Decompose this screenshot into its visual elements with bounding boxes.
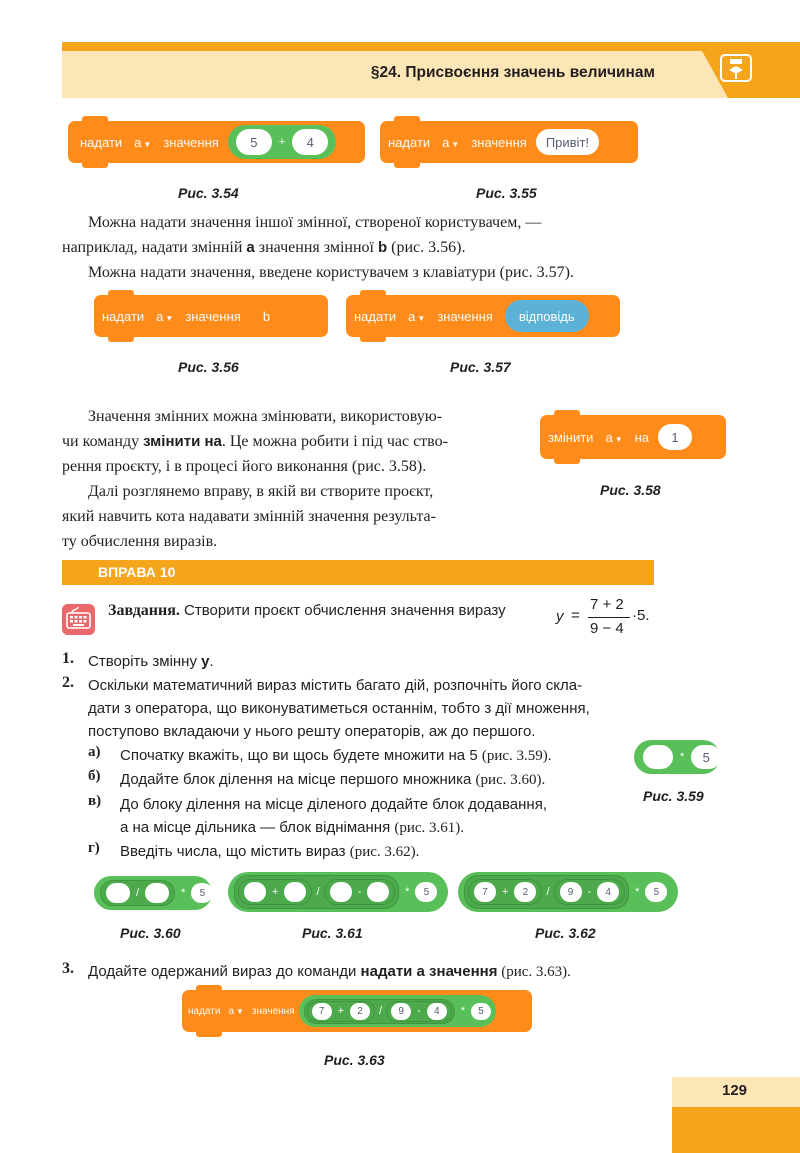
step-number: 2. — [62, 674, 74, 691]
substep-text: Спочатку вкажіть, що ви щось будете множити на 5 (рис. 3.59). — [120, 747, 552, 764]
operator-sign: / — [546, 886, 550, 898]
block-label: значення — [437, 308, 493, 324]
substep-text: Введіть числа, що містить вираз (рис. 3.62). — [120, 843, 420, 860]
fraction-bar — [588, 617, 630, 618]
number-input: 7 — [474, 882, 496, 902]
number-input: 4 — [597, 882, 619, 902]
paragraph: Значення змінних можна змінювати, використовую- — [88, 408, 443, 425]
text-input: Привіт! — [536, 129, 599, 155]
step-text: Додайте одержаний вираз до команди надати а значення (рис. 3.63). — [88, 963, 571, 980]
figure-caption: Рис. 3.63 — [324, 1052, 385, 1068]
variable-dropdown: а ▼ — [228, 1005, 244, 1017]
number-input: 9 — [391, 1003, 411, 1020]
block-label: надати — [188, 1005, 221, 1017]
paragraph: чи команду змінити на. Це можна робити і під час ство- — [62, 433, 448, 450]
step-number: 1. — [62, 650, 74, 667]
block-label: значення — [185, 308, 241, 324]
block-label: надати — [102, 308, 145, 324]
substep-letter: а) — [88, 744, 101, 760]
empty-slot — [106, 883, 130, 903]
number-input: 5 — [236, 129, 272, 155]
subtract-operator-block — [386, 1001, 452, 1022]
keyboard-icon — [62, 604, 95, 635]
section-title: §24. Присвоєння значень величинам — [370, 64, 655, 81]
divide-operator-block — [100, 880, 175, 906]
substep-text: а на місце дільника — блок віднімання (рис. 3.61). — [120, 819, 465, 836]
operator-sign: * — [635, 886, 640, 898]
operator-sign: + — [337, 1005, 345, 1017]
number-input: 5 — [191, 883, 213, 903]
paragraph: Можна надати значення, введене користувачем з клавіатури (рис. 3.57). — [88, 264, 574, 281]
nested-expression-block — [228, 872, 448, 912]
math-eq: = — [571, 607, 580, 624]
nested-expression-block — [299, 995, 496, 1027]
header-top-line — [62, 42, 800, 51]
divide-operator-block — [464, 875, 629, 909]
block-label: надати — [80, 134, 123, 150]
set-variable-block — [68, 121, 365, 163]
number-input: 5 — [471, 1003, 491, 1020]
operator-sign: * — [405, 886, 410, 898]
answer-reporter: відповідь — [505, 300, 589, 332]
operator-sign: / — [136, 887, 140, 899]
number-input: 4 — [427, 1003, 447, 1020]
step-text: Створіть змінну у. — [88, 653, 214, 670]
page-number: 129 — [722, 1082, 748, 1099]
number-input: 2 — [514, 882, 536, 902]
paragraph: рення проєкту, і в процесі його виконання (рис. 3.58). — [62, 458, 427, 475]
figure-caption: Рис. 3.56 — [178, 359, 239, 375]
substep-letter: г) — [88, 840, 100, 856]
figure-caption: Рис. 3.60 — [120, 925, 181, 941]
number-input: 7 — [312, 1003, 332, 1020]
block-label: надати — [388, 134, 431, 150]
block-label: значення — [471, 134, 527, 150]
subtract-operator-block — [554, 879, 626, 905]
operator-sign: / — [316, 886, 320, 898]
operator-sign: * — [680, 751, 685, 763]
add-operator-block — [307, 1001, 375, 1022]
math-y: y — [556, 608, 564, 625]
task-statement: Завдання. Створити проєкт обчислення значення виразу — [108, 602, 506, 619]
figure-caption: Рис. 3.61 — [302, 925, 363, 941]
math-tail: ·5. — [632, 607, 650, 624]
operator-sign: / — [379, 1005, 383, 1017]
figure-caption: Рис. 3.54 — [178, 185, 239, 201]
operator-sign: + — [278, 136, 286, 148]
number-input: 5 — [645, 882, 667, 902]
empty-slot — [145, 883, 169, 903]
variable-reporter: b — [262, 308, 271, 324]
substep-text: Додайте блок ділення на місце першого множника (рис. 3.60). — [120, 771, 546, 788]
variable-dropdown: а ▼ — [408, 308, 426, 324]
step-number: 3. — [62, 960, 74, 977]
number-input: 2 — [350, 1003, 370, 1020]
number-input: 5 — [415, 882, 437, 902]
figure-caption: Рис. 3.55 — [476, 185, 537, 201]
number-input: 4 — [292, 129, 328, 155]
add-operator-block — [468, 879, 542, 905]
block-label: значення — [251, 1005, 295, 1017]
figure-caption: Рис. 3.58 — [600, 482, 661, 498]
block-label: надати — [354, 308, 397, 324]
set-variable-block — [94, 295, 328, 337]
exercise-title: ВПРАВА 10 — [98, 564, 176, 580]
divide-multiply-block — [94, 876, 212, 910]
operator-sign: - — [587, 886, 592, 898]
empty-slot — [244, 882, 266, 902]
substep-text: До блоку ділення на місце діленого додайте блок додавання, — [120, 796, 548, 813]
divide-operator-block — [304, 999, 455, 1024]
variable-dropdown: а ▼ — [442, 134, 460, 150]
empty-slot — [330, 882, 352, 902]
figure-caption: Рис. 3.59 — [643, 788, 704, 804]
block-label: змінити — [548, 429, 594, 445]
multiply-operator-block — [634, 740, 720, 774]
number-input: 5 — [691, 745, 721, 769]
set-variable-block — [346, 295, 620, 337]
fraction-denominator: 9 − 4 — [590, 620, 624, 637]
operator-sign: + — [272, 886, 279, 898]
operator-sign: - — [357, 886, 362, 898]
number-input: 1 — [658, 424, 692, 450]
paragraph: наприклад, надати змінній а значення змінної b (рис. 3.56). — [62, 239, 466, 256]
substep-letter: б) — [88, 768, 101, 784]
operator-sign: * — [460, 1005, 466, 1017]
paragraph: ту обчислення виразів. — [62, 533, 218, 550]
number-input: 9 — [560, 882, 582, 902]
variable-dropdown: а ▼ — [134, 134, 152, 150]
add-operator-block — [238, 879, 312, 905]
operator-sign: - — [417, 1005, 421, 1017]
operator-sign: * — [181, 887, 186, 899]
paragraph: Далі розглянемо вправу, в якій ви створите проєкт, — [88, 483, 434, 500]
step-text: поступово вкладаючи у нього решту операторів, аж до першого. — [88, 723, 536, 740]
subtract-operator-block — [324, 879, 396, 905]
empty-slot — [643, 745, 673, 769]
block-label: на — [634, 429, 650, 445]
flowchart-icon — [720, 54, 752, 82]
figure-caption: Рис. 3.62 — [535, 925, 596, 941]
add-operator-block — [228, 125, 336, 159]
operator-sign: + — [502, 886, 509, 898]
fraction-numerator: 7 + 2 — [590, 596, 624, 613]
paragraph: Можна надати значення іншої змінної, створеної користувачем, — — [88, 214, 542, 231]
paragraph: який навчить кота надавати змінній значення результа- — [62, 508, 436, 525]
variable-dropdown: а ▼ — [156, 308, 174, 324]
empty-slot — [367, 882, 389, 902]
set-variable-block — [380, 121, 638, 163]
block-label: значення — [163, 134, 219, 150]
divide-operator-block — [234, 875, 399, 909]
substep-letter: в) — [88, 793, 102, 809]
change-variable-block — [540, 415, 726, 459]
step-text: Оскільки математичний вираз містить багато дій, розпочніть його скла- — [88, 677, 583, 694]
set-variable-block — [182, 990, 532, 1032]
figure-caption: Рис. 3.57 — [450, 359, 511, 375]
empty-slot — [284, 882, 306, 902]
nested-expression-block — [458, 872, 678, 912]
step-text: дати з оператора, що виконуватиметься останнім, тобто з дії множення, — [88, 700, 590, 717]
variable-dropdown: а ▼ — [605, 429, 623, 445]
